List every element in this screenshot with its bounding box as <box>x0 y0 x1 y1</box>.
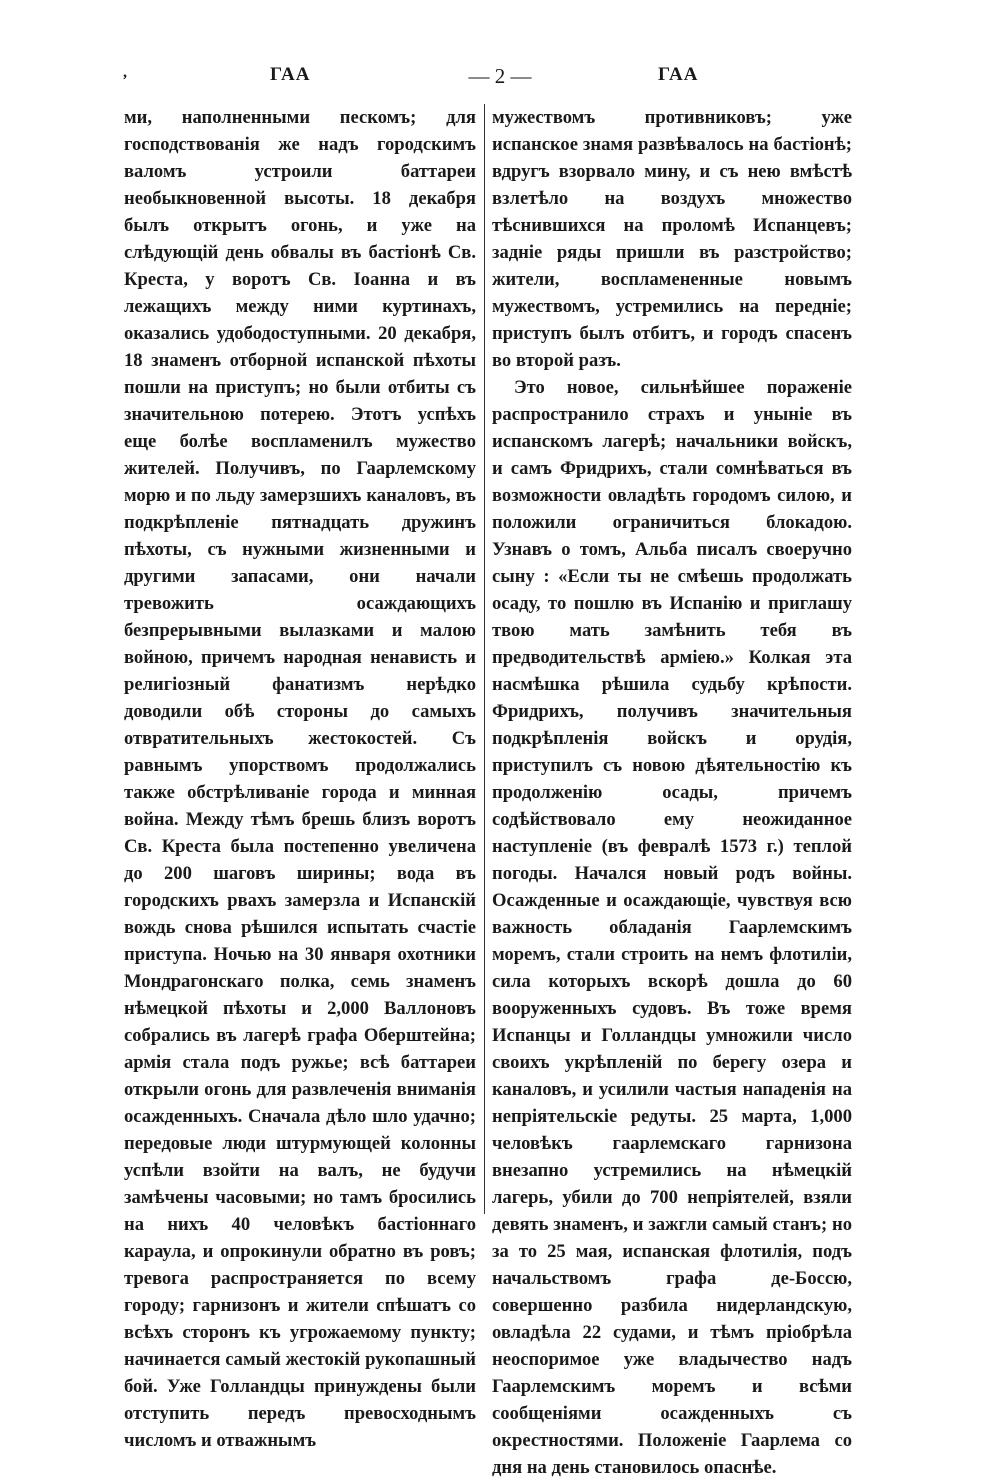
running-header <box>0 64 1000 94</box>
left-paragraph-1: ми, наполненными пескомъ; для господствованія же надъ городскимъ валомъ устроили баттареи необыкновенной высоты. 18 декабря былъ открытъ огонь, и уже на слѣдующій день обвалы въ бастіонѣ Св. Креста, у воротъ Св. Іоанна и въ лежащихъ между ними куртинахъ, оказались удободоступными. 20 декабря, 18 знаменъ отборной испанской пѣхоты пошли на приступъ; но были отбиты съ значительною потерею. Этотъ успѣхъ еще болѣе воспламенилъ мужество жителей. Получивъ, по Гаарлемскому морю и по льду замерзшихъ каналовъ, въ подкрѣпленіе пятнадцать дружинъ пѣхоты, съ нужными жизненными и другими запасами, они начали тревожить осаждающихъ безпрерывными вылазками и малою войною, причемъ народная ненависть и религіозный фанатизмъ нерѣдко доводили обѣ стороны до самыхъ отвратительныхъ жестокостей. Съ равнымъ упорствомъ продолжались также обстрѣливаніе города и минная война. Между тѣмъ брешь близъ воротъ Св. Креста была постепенно увеличена до 200 шаговъ ширины; вода въ городскихъ рвахъ замерзла и Испанскій вождь снова рѣшился испытать счастіе приступа. Ночью на 30 января охотники Мондрагонскаго полка, семь знаменъ нѣмецкой пѣхоты и 2,000 Валлоновъ собрались въ лагерѣ графа Оберштейна; армія стала подъ ружье; всѣ баттареи открыли огонь для развлеченія вниманія осажденныхъ. Сначала дѣло шло удачно; передовые люди штурмующей колонны успѣли взойти на валъ, не будучи замѣчены часовыми; но тамъ бросились на нихъ 40 человѣкъ бастіоннаго караула, и опрокинули обратно въ ровъ; тревога распространяется по всему городу; гарнизонъ и жители спѣшатъ со всѣхъ сторонъ къ угрожаемому пункту; начинается самый жестокій рукопашный бой. Уже Голландцы принуждены были отступить передъ превосходнымъ числомъ и отважнымъ <box>124 107 476 1451</box>
column-divider <box>484 104 485 1214</box>
header-right-word: ГАА <box>658 64 699 85</box>
right-paragraph-2: Это новое, сильнѣйшее пораженіе распространило страхъ и уныніе въ испанскомъ лагерѣ; начальники войскъ, и самъ Фридрихъ, стали сомнѣваться въ возможности овладѣть городомъ силою, и положили ограничиться блокадою. Узнавъ о томъ, Альба писалъ своеручно сыну : «Если ты не смѣешь продолжать осаду, то пошлю въ Испанію и приглашу твою мать замѣнить тебя въ предводительствѣ арміею.» Колкая эта насмѣшка рѣшила судьбу крѣпости. Фридрихъ, получивъ значительныя подкрѣпленія войскъ и орудія, приступилъ съ новою дѣятельностію къ продолженію осады, причемъ содѣйствовало ему неожиданное наступленіе (въ февралѣ 1573 г.) теплой погоды. Начался новый родъ войны. Осажденные и осаждающіе, чувствуя всю важность обладанія Гаарлемскимъ моремъ, стали строить на немъ флотиліи, сила которыхъ вскорѣ дошла до 60 вооруженныхъ судовъ. Въ тоже время Испанцы и Голландцы умножили число своихъ укрѣпленій по берегу озера и каналовъ, и усилили частыя нападенія на непріятельскіе редуты. 25 марта, 1,000 человѣкъ гаарлемскаго гарнизона внезапно устремились на нѣмецкій лагерь, убили до 700 непріятелей, взяли девять знаменъ, и зажгли самый станъ; но за то 25 мая, испанская флотилія, подъ начальствомъ графа де-Боссю, совершенно разбила нидерландскую, овладѣла 22 судами, и тѣмъ пріобрѣла неоспоримое уже владычество надъ Гаарлемскимъ моремъ и всѣми сообщеніями осажденныхъ съ окрестностями. Положеніе Гаарлема со дня на день становилось опаснѣе. <box>492 377 852 1478</box>
page-number: — 2 — <box>468 64 532 88</box>
right-column <box>492 104 852 1481</box>
header-mark: , <box>123 64 127 81</box>
right-paragraph-1: мужествомъ противниковъ; уже испанское знамя развѣвалось на бастіонѣ; вдругъ взорвало мину, и съ нею вмѣстѣ взлетѣло на воздухъ множество тѣснившихся на проломѣ Испанцевъ; заднiе ряды пришли въ разстройство; жители, воспламененные новымъ мужествомъ, устремились на передніе; приступъ былъ отбитъ, и городъ спасенъ во второй разъ. <box>492 107 852 371</box>
left-column <box>124 104 476 1454</box>
header-left-word: ГАА <box>270 64 311 85</box>
